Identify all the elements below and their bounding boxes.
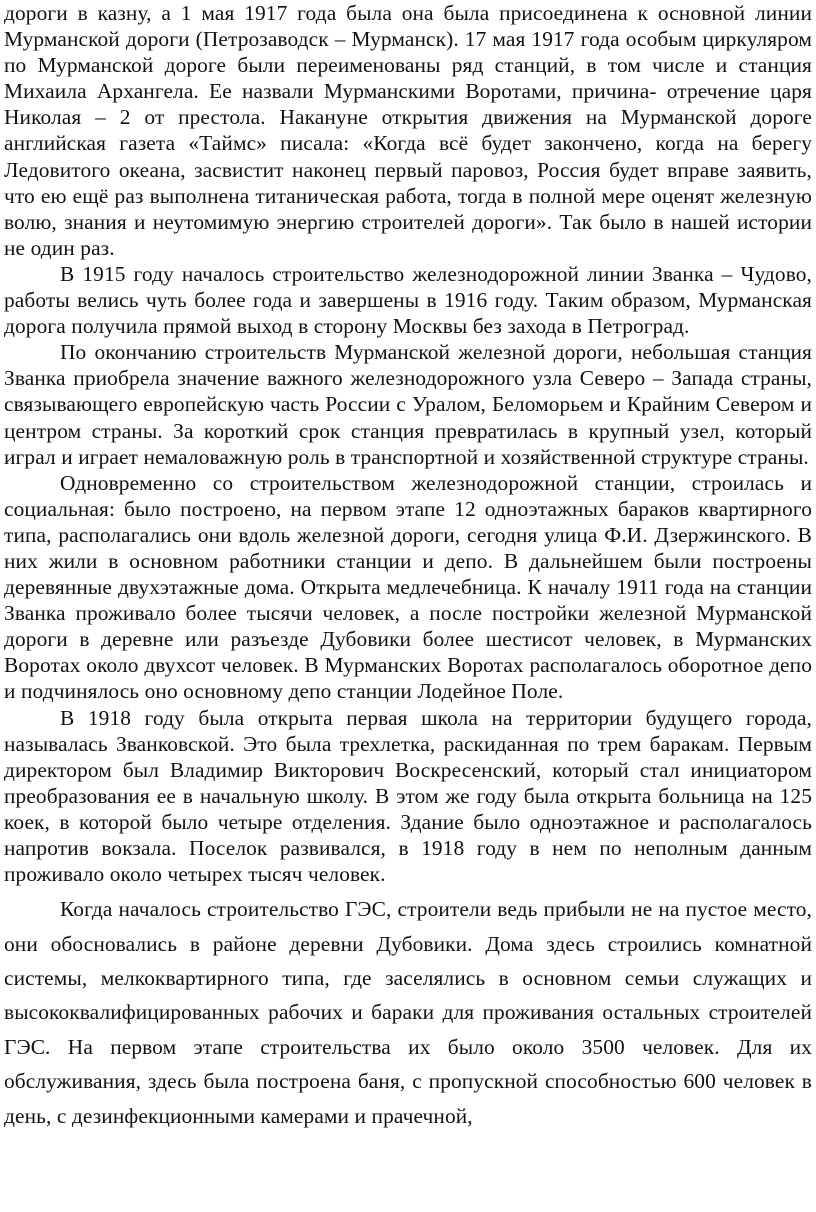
- paragraph-2: В 1915 году началось строительство железнодорожной линии Званка – Чудово, работы велись чуть более года и завершены в 1916 году. Таким образом, Мурманская дорога получила прямой выход в сторону Москвы без захода в Петроград.: [4, 261, 812, 339]
- paragraph-1: дороги в казну, а 1 мая 1917 года была она была присоединена к основной линии Мурманской дороги (Петрозаводск – Мурманск). 17 мая 1917 года особым циркуляром по Мурманской дороге были переименованы ряд станций, в том числе и станция Михаила Архангела. Ее назвали Мурманскими Воротами, причина- отречение царя Николая – 2 от престола. Накануне открытия движения на Мурманской дороге английская газета «Таймс» писала: «Когда всё будет закончено, когда на берегу Ледовитого океана, засвистит наконец первый паровоз, Россия будет вправе заявить, что ею ещё раз выполнена титаническая работа, тогда в полной мере оценят железную волю, знания и неутомимую энергию строителей дороги». Так было в нашей истории не один раз.: [4, 1, 812, 260]
- paragraph-6: Когда началось строительство ГЭС, строители ведь прибыли не на пустое место, они обосновались в районе деревни Дубовики. Дома здесь строились комнатной системы, мелкоквартирного типа, где заселялись в основном семьи служащих и высококвалифицированных рабочих и бараки для проживания остальных строителей ГЭС. На первом этапе строительства их было около 3500 человек. Для их обслуживания, здесь была построена баня, с пропускной способностью 600 человек в день, с дезинфекционными камерами и прачечной,: [4, 897, 812, 1128]
- paragraph-4: Одновременно со строительством железнодорожной станции, строилась и социальная: было построено, на первом этапе 12 одноэтажных бараков квартирного типа, располагались они вдоль железной дороги, сегодня улица Ф.И. Дзержинского. В них жили в основном работники станции и депо. В дальнейшем были построены деревянные двухэтажные дома. Открыта медлечебница. К началу 1911 года на станции Званка проживало более тысячи человек, а после постройки железной Мурманской дороги в деревне или разъезде Дубовики более шестисот человек, в Мурманских Воротах около двухсот человек. В Мурманских Воротах располагалось оборотное депо и подчинялось оно основному депо станции Лодейное Поле.: [4, 470, 812, 704]
- paragraph-5: В 1918 году была открыта первая школа на территории будущего города, называлась Званковской. Это была трехлетка, раскиданная по трем баракам. Первым директором был Владимир Викторович Воскресенский, который стал инициатором преобразования ее в начальную школу. В этом же году была открыта больница на 125 коек, в которой было четыре отделения. Здание было одноэтажное и располагалось напротив вокзала. Поселок развивался, в 1918 году в нем по неполным данным проживало около четырех тысяч человек.: [4, 705, 812, 887]
- paragraph-3: По окончанию строительств Мурманской железной дороги, небольшая станция Званка приобрела значение важного железнодорожного узла Северо – Запада страны, связывающего европейскую часть России с Уралом, Беломорьем и Крайним Севером и центром страны. За короткий срок станция превратилась в крупный узел, который играл и играет немаловажную роль в транспортной и хозяйственной структуре страны.: [4, 340, 812, 469]
